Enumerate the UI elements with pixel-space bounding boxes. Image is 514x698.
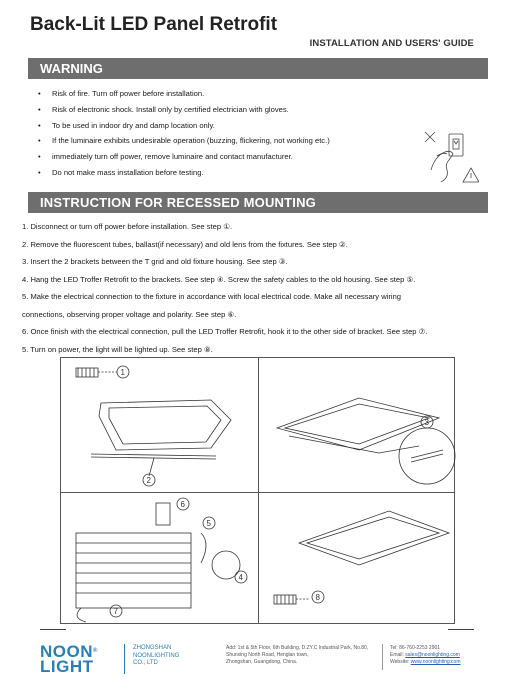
company-contact [390,645,461,666]
figure-panel-insert-brackets [259,358,456,492]
warning-bar [28,58,488,79]
instruction-heading: INSTRUCTION FOR RECESSED MOUNTING [40,195,316,210]
figure-label: 7 [113,607,118,616]
address-line: Shunxing North Road, Henglan town, [226,652,309,658]
warning-item: • To be used in indoor dry and damp location only. [38,118,330,134]
warning-list [38,86,330,181]
figure-label: 6 [180,500,185,509]
figure-label: 3 [424,418,429,427]
website-link[interactable]: www.noonlighting.com [410,659,461,665]
company-line: ZHONGSHAN [133,645,172,651]
instruction-step: 5. Make the electrical connection to the fixture in accordance with local electrical code. Make all necessary wiring [22,292,402,301]
website-label: Website: [390,659,411,665]
instruction-step: 4. Hang the LED Troffer Retrofit to the brackets. See step ④. Screw the safety cables to the old housing. See step ⑤. [22,274,416,284]
company-logo [40,644,98,674]
logo-top: NOON [40,642,93,661]
address-line: Add: 1st & 5th Floor, 6th Building, D.ZY.C Industrial Park, No.80, [226,645,369,651]
footer-separator [382,644,383,670]
instruction-step: 6. Once finish with the electrical connection, pull the LED Troffer Retrofit, hook it to the other side of bracket. See step ⑦. [22,327,428,336]
logo-bottom: LIGHT [40,657,94,676]
figure-label: 4 [238,573,243,582]
instruction-step: 3. Insert the 2 brackets between the T grid and old fixture housing. See step ③. [22,257,288,266]
warning-item: • Risk of electronic shock. Install only by certified electrician with gloves. [38,102,330,118]
footer-separator [124,644,125,674]
figure-label: 5 [206,519,211,528]
figure-label: 2 [146,476,151,485]
installation-figures [60,357,455,624]
figure-panel-hang-retrofit [61,493,258,625]
warning-item: • Risk of fire. Turn off power before installation. [38,86,330,102]
company-address [226,645,368,666]
warning-item: • immediately turn off power, remove luminaire and contact manufacturer. [38,149,330,165]
instruction-steps [22,218,502,358]
company-name [133,645,179,668]
figure-panel-power-on [259,493,456,625]
email-link[interactable]: sales@noonlighting.com [405,652,460,658]
logo-registered: ® [93,648,98,654]
doc-subtitle: INSTALLATION AND USERS' GUIDE [309,38,474,49]
footer-divider [448,629,474,630]
company-line: CO., LTD [133,660,158,666]
company-line: NOONLIGHTING [133,652,180,659]
instruction-step: 2. Remove the fluorescent tubes, ballast(if necessary) and old lens from the fixtures. See step ②. [22,239,348,249]
warning-heading: WARNING [40,61,103,76]
instruction-step: connections, observing proper voltage and polarity. See step ⑥. [22,309,237,319]
email-label: Email: [390,652,406,658]
instruction-step: 1. Disconnect or turn off power before installation. See step ①. [22,222,233,231]
contact-tel: Tel: 86-760-2253 2901 [390,645,441,651]
hand-switch-warning-icon [423,130,479,186]
footer-divider [40,629,66,630]
instruction-bar [28,192,488,213]
doc-title: Back-Lit LED Panel Retrofit [30,14,278,35]
warning-item: • If the luminaire exhibits undesirable operation (buzzing, flickering, not working etc.) [38,133,330,149]
figure-panel-remove-tubes [61,358,258,492]
figure-label: 8 [315,593,320,602]
footer [0,640,514,690]
warning-item: • Do not make mass installation before testing. [38,165,330,181]
figure-label: 1 [120,368,125,377]
instruction-step: 5. Turn on power, the light will be lighted up. See step ⑧. [22,344,213,354]
address-line: Zhongshan, Guangdong, China. [226,659,298,665]
